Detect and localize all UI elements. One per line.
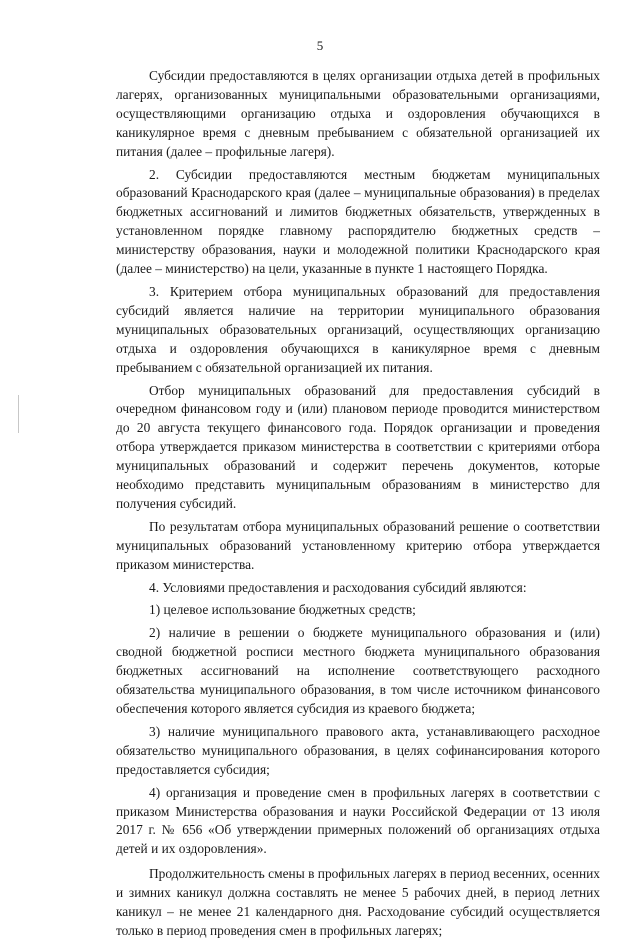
margin-mark	[18, 395, 19, 433]
paragraph-2: 2. Субсидии предоставляются местным бюджетам муниципальных образований Краснодарского края (далее – муниципальные образования) в пределах бюджетных ассигнований и лимитов бюджетных обязательств, утвержденных в установленном порядке главному распорядителю бюджетных средств – министерству образования, науки и молодежной политики Краснодарского края (далее – министерство) на цели, указанные в пункте 1 настоящего Порядка.	[116, 166, 600, 277]
document-body	[116, 67, 600, 945]
paragraph-4: 4. Условиями предоставления и расходования субсидий являются:	[149, 579, 527, 595]
list-item-3: 3) наличие муниципального правового акта, устанавливающего расходное обязательство муниципального образования, в целях софинансирования которого предоставляется субсидия;	[116, 723, 600, 777]
paragraph-duration: Продолжительность смены в профильных лагерях в период весенних, осенних и зимних каникул должна составлять не менее 5 рабочих дней, в период летних каникул – не менее 21 календарного дня. Расходование субсидий осуществляется только в период проведения смен в профильных лагерях;	[116, 866, 600, 938]
paragraph-purpose: Субсидии предоставляются в целях организации отдыха детей в профильных лагерях, организованных муниципальными образовательными организациями, осуществляющими организацию отдыха и оздоровления обучающихся в каникулярное время с дневным пребыванием с обязательной организацией их питания (далее – профильные лагеря).	[116, 68, 600, 159]
list-item-2: 2) наличие в решении о бюджете муниципального образования и (или) сводной бюджетной росписи местного бюджета муниципального образования бюджетных ассигнований на исполнение соответствующего расходного обязательства муниципального образования, в том числе источником финансового обеспечения которого является субсидия из краевого бюджета;	[116, 625, 600, 716]
paragraph-results: По результатам отбора муниципальных образований решение о соответствии муниципальных образований установленному критерию отбора утверждается приказом министерства.	[116, 518, 600, 572]
paragraph-3: 3. Критерием отбора муниципальных образований для предоставления субсидий является наличие на территории муниципального образования муниципальных образовательных организаций, осуществляющих организацию отдыха и оздоровления обучающихся в каникулярное время с дневным пребыванием с обязательной организацией их питания.	[116, 283, 600, 375]
list-item-4: 4) организация и проведение смен в профильных лагерях в соответствии с приказом Министерства образования и науки Российской Федерации от 13 июля 2017 г. № 656 «Об утверждении примерных положений об организациях отдыха детей и их оздоровления».	[116, 784, 600, 857]
page-number: 5	[316, 38, 324, 53]
list-item-1: 1) целевое использование бюджетных средств;	[149, 602, 416, 618]
paragraph-selection: Отбор муниципальных образований для предоставления субсидий в очередном финансовом году и (или) плановом периоде проводится министерством до 20 августа текущего финансового года. Порядок организации и проведения отбора утверждается приказом министерства в соответствии с критериями отбора муниципальных образований и содержит перечень документов, которые необходимо представить муниципальным образованиям в министерство для получения субсидий.	[116, 382, 600, 511]
